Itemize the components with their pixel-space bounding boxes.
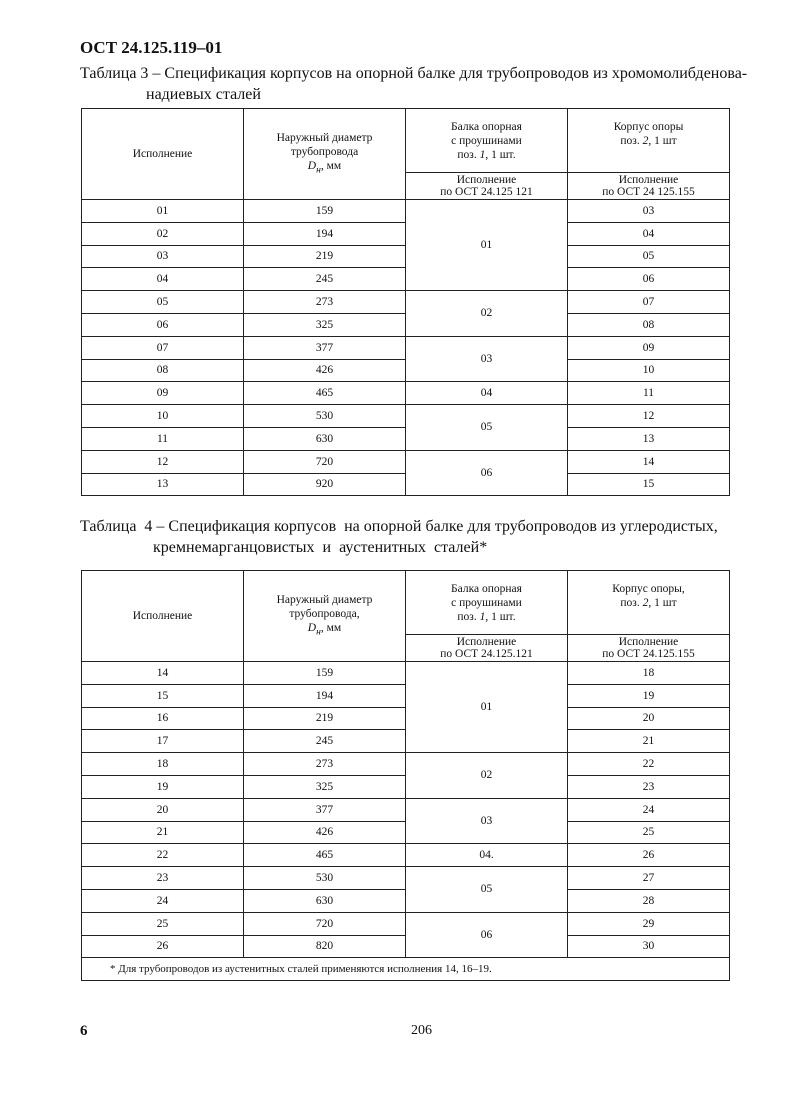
- cell-housing: 15: [568, 473, 730, 496]
- header-diameter-subscript: н: [316, 164, 321, 176]
- cell-execution: 18: [82, 753, 244, 776]
- cell-diameter: 920: [244, 473, 406, 496]
- header-diameter: [244, 109, 406, 200]
- header-diameter-symbol: D: [307, 159, 317, 172]
- cell-diameter: 325: [244, 775, 406, 798]
- header-housing-pos-suffix: , 1 шт: [648, 134, 677, 147]
- header-beam-pos-suffix: , 1 шт.: [485, 148, 516, 161]
- cell-housing: 11: [568, 382, 730, 405]
- page-number-center: 206: [411, 1023, 432, 1038]
- header-housing: [568, 571, 730, 635]
- cell-execution: 09: [82, 382, 244, 405]
- header-beam-line1: Балка опорная: [451, 120, 522, 133]
- table3-caption-line2: надиевых сталей: [146, 86, 261, 103]
- header-beam-pos-prefix: поз.: [457, 610, 480, 623]
- cell-diameter: 219: [244, 245, 406, 268]
- header-housing-standard-line2: по ОСТ 24 125.155: [602, 186, 695, 198]
- cell-diameter: 159: [244, 662, 406, 685]
- header-beam-standard: [406, 173, 568, 200]
- header-beam-line2: с проушинами: [451, 134, 522, 147]
- cell-housing: 18: [568, 662, 730, 685]
- table4-footnote: * Для трубопроводов из аустенитных сталей применяются исполнения 14, 16–19.: [82, 958, 730, 981]
- header-beam-pos-prefix: поз.: [457, 148, 480, 161]
- table4: [81, 570, 730, 981]
- cell-execution: 03: [82, 245, 244, 268]
- cell-diameter: 630: [244, 889, 406, 912]
- cell-housing: 20: [568, 707, 730, 730]
- header-diameter-line1: Наружный диаметр: [276, 593, 373, 606]
- cell-execution: 05: [82, 291, 244, 314]
- table-row: [82, 798, 730, 821]
- cell-housing: 28: [568, 889, 730, 912]
- cell-execution: 25: [82, 912, 244, 935]
- table3-caption-line1: Таблица 3 – Спецификация корпусов на опорной балке для трубопроводов из хромомолибденова-: [80, 65, 748, 82]
- cell-diameter: 273: [244, 753, 406, 776]
- cell-housing: 12: [568, 405, 730, 428]
- cell-housing: 22: [568, 753, 730, 776]
- header-beam-standard-line1: Исполнение: [456, 174, 517, 186]
- cell-housing: 26: [568, 844, 730, 867]
- header-beam-line1: Балка опорная: [451, 582, 522, 595]
- cell-execution: 04: [82, 268, 244, 291]
- header-housing-pos-number: 2: [642, 596, 649, 609]
- header-beam-standard-line2: по ОСТ 24.125.121: [440, 648, 533, 660]
- table-row: [82, 336, 730, 359]
- cell-housing: 24: [568, 798, 730, 821]
- cell-diameter: 820: [244, 935, 406, 958]
- header-diameter-symbol: D: [307, 621, 317, 634]
- header-housing-standard: [568, 635, 730, 662]
- cell-housing: 23: [568, 775, 730, 798]
- cell-housing: 25: [568, 821, 730, 844]
- header-beam-pos-number: 1: [479, 610, 486, 623]
- table-row: [82, 662, 730, 685]
- table3-caption: [80, 63, 770, 105]
- cell-diameter: 245: [244, 730, 406, 753]
- cell-housing: 21: [568, 730, 730, 753]
- cell-housing: 27: [568, 867, 730, 890]
- header-housing-standard-line1: Исполнение: [618, 174, 679, 186]
- header-beam-standard-line1: Исполнение: [456, 636, 517, 648]
- cell-execution: 22: [82, 844, 244, 867]
- cell-diameter: 325: [244, 313, 406, 336]
- cell-execution: 11: [82, 427, 244, 450]
- cell-execution: 06: [82, 313, 244, 336]
- table4-caption-line1: Таблица 4 – Спецификация корпусов на опорной балке для трубопроводов из углеродистых,: [80, 518, 718, 535]
- cell-diameter: 530: [244, 405, 406, 428]
- table-row: [82, 753, 730, 776]
- cell-beam: 06: [406, 912, 568, 958]
- cell-diameter: 245: [244, 268, 406, 291]
- cell-housing: 09: [568, 336, 730, 359]
- cell-execution: 15: [82, 684, 244, 707]
- table4-caption-line2: кремнемарганцовистых и аустенитных сталей*: [153, 539, 488, 556]
- header-housing-pos-prefix: поз.: [620, 596, 643, 609]
- cell-execution: 26: [82, 935, 244, 958]
- cell-execution: 08: [82, 359, 244, 382]
- header-housing-pos-number: 2: [642, 134, 649, 147]
- cell-diameter: 720: [244, 450, 406, 473]
- cell-housing: 13: [568, 427, 730, 450]
- header-diameter-unit: , мм: [320, 159, 342, 172]
- cell-diameter: 630: [244, 427, 406, 450]
- cell-housing: 03: [568, 200, 730, 223]
- cell-beam: 03: [406, 798, 568, 844]
- document-code: ОСТ 24.125.119–01: [80, 38, 223, 57]
- cell-beam: 04: [406, 382, 568, 405]
- cell-housing: 14: [568, 450, 730, 473]
- header-beam: [406, 109, 568, 173]
- cell-housing: 05: [568, 245, 730, 268]
- header-diameter-line2: трубопровода,: [289, 607, 360, 620]
- header-beam-standard: [406, 635, 568, 662]
- table-row: [82, 291, 730, 314]
- cell-execution: 17: [82, 730, 244, 753]
- cell-execution: 20: [82, 798, 244, 821]
- cell-beam: 01: [406, 662, 568, 753]
- header-diameter: [244, 571, 406, 662]
- page-number-left: 6: [80, 1023, 88, 1039]
- cell-diameter: 377: [244, 336, 406, 359]
- cell-beam: 02: [406, 753, 568, 799]
- cell-execution: 14: [82, 662, 244, 685]
- cell-diameter: 194: [244, 684, 406, 707]
- header-housing-standard-line1: Исполнение: [618, 636, 679, 648]
- cell-execution: 10: [82, 405, 244, 428]
- cell-housing: 30: [568, 935, 730, 958]
- header-housing-pos-suffix: , 1 шт: [648, 596, 677, 609]
- table4-caption: [80, 516, 770, 558]
- table-row: [82, 382, 730, 405]
- cell-execution: 12: [82, 450, 244, 473]
- header-beam-standard-line2: по ОСТ 24.125 121: [440, 186, 533, 198]
- cell-diameter: 465: [244, 844, 406, 867]
- header-housing-pos-prefix: поз.: [620, 134, 643, 147]
- cell-beam: 04.: [406, 844, 568, 867]
- cell-housing: 04: [568, 222, 730, 245]
- cell-beam: 05: [406, 405, 568, 451]
- cell-diameter: 273: [244, 291, 406, 314]
- cell-diameter: 194: [244, 222, 406, 245]
- header-diameter-subscript: н: [316, 626, 321, 638]
- cell-execution: 21: [82, 821, 244, 844]
- header-execution: Исполнение: [82, 109, 244, 200]
- cell-diameter: 159: [244, 200, 406, 223]
- cell-execution: 01: [82, 200, 244, 223]
- cell-execution: 02: [82, 222, 244, 245]
- cell-execution: 16: [82, 707, 244, 730]
- header-housing-standard: [568, 173, 730, 200]
- header-beam: [406, 571, 568, 635]
- cell-execution: 19: [82, 775, 244, 798]
- table-row: [82, 200, 730, 223]
- table-row: [82, 405, 730, 428]
- cell-execution: 13: [82, 473, 244, 496]
- cell-housing: 07: [568, 291, 730, 314]
- cell-execution: 07: [82, 336, 244, 359]
- cell-housing: 06: [568, 268, 730, 291]
- table-row: [82, 912, 730, 935]
- header-diameter-line2: трубопровода: [290, 145, 359, 158]
- header-beam-line2: с проушинами: [451, 596, 522, 609]
- cell-beam: 03: [406, 336, 568, 382]
- cell-execution: 24: [82, 889, 244, 912]
- table3: [81, 108, 730, 496]
- cell-diameter: 720: [244, 912, 406, 935]
- cell-housing: 19: [568, 684, 730, 707]
- header-beam-pos-suffix: , 1 шт.: [485, 610, 516, 623]
- cell-housing: 08: [568, 313, 730, 336]
- header-housing-line1: Корпус опоры,: [612, 582, 685, 595]
- header-housing-line1: Корпус опоры: [613, 120, 684, 133]
- header-housing-standard-line2: по ОСТ 24.125.155: [602, 648, 695, 660]
- cell-beam: 06: [406, 450, 568, 496]
- table-row: [82, 450, 730, 473]
- cell-beam: 05: [406, 867, 568, 913]
- table-row: [82, 867, 730, 890]
- header-execution: Исполнение: [82, 571, 244, 662]
- cell-housing: 10: [568, 359, 730, 382]
- cell-diameter: 426: [244, 821, 406, 844]
- header-diameter-line1: Наружный диаметр: [276, 131, 373, 144]
- cell-execution: 23: [82, 867, 244, 890]
- cell-diameter: 530: [244, 867, 406, 890]
- header-diameter-unit: , мм: [320, 621, 342, 634]
- cell-housing: 29: [568, 912, 730, 935]
- cell-diameter: 465: [244, 382, 406, 405]
- cell-beam: 01: [406, 200, 568, 291]
- table-row: [82, 844, 730, 867]
- cell-diameter: 426: [244, 359, 406, 382]
- header-beam-pos-number: 1: [479, 148, 486, 161]
- cell-beam: 02: [406, 291, 568, 337]
- header-housing: [568, 109, 730, 173]
- cell-diameter: 219: [244, 707, 406, 730]
- cell-diameter: 377: [244, 798, 406, 821]
